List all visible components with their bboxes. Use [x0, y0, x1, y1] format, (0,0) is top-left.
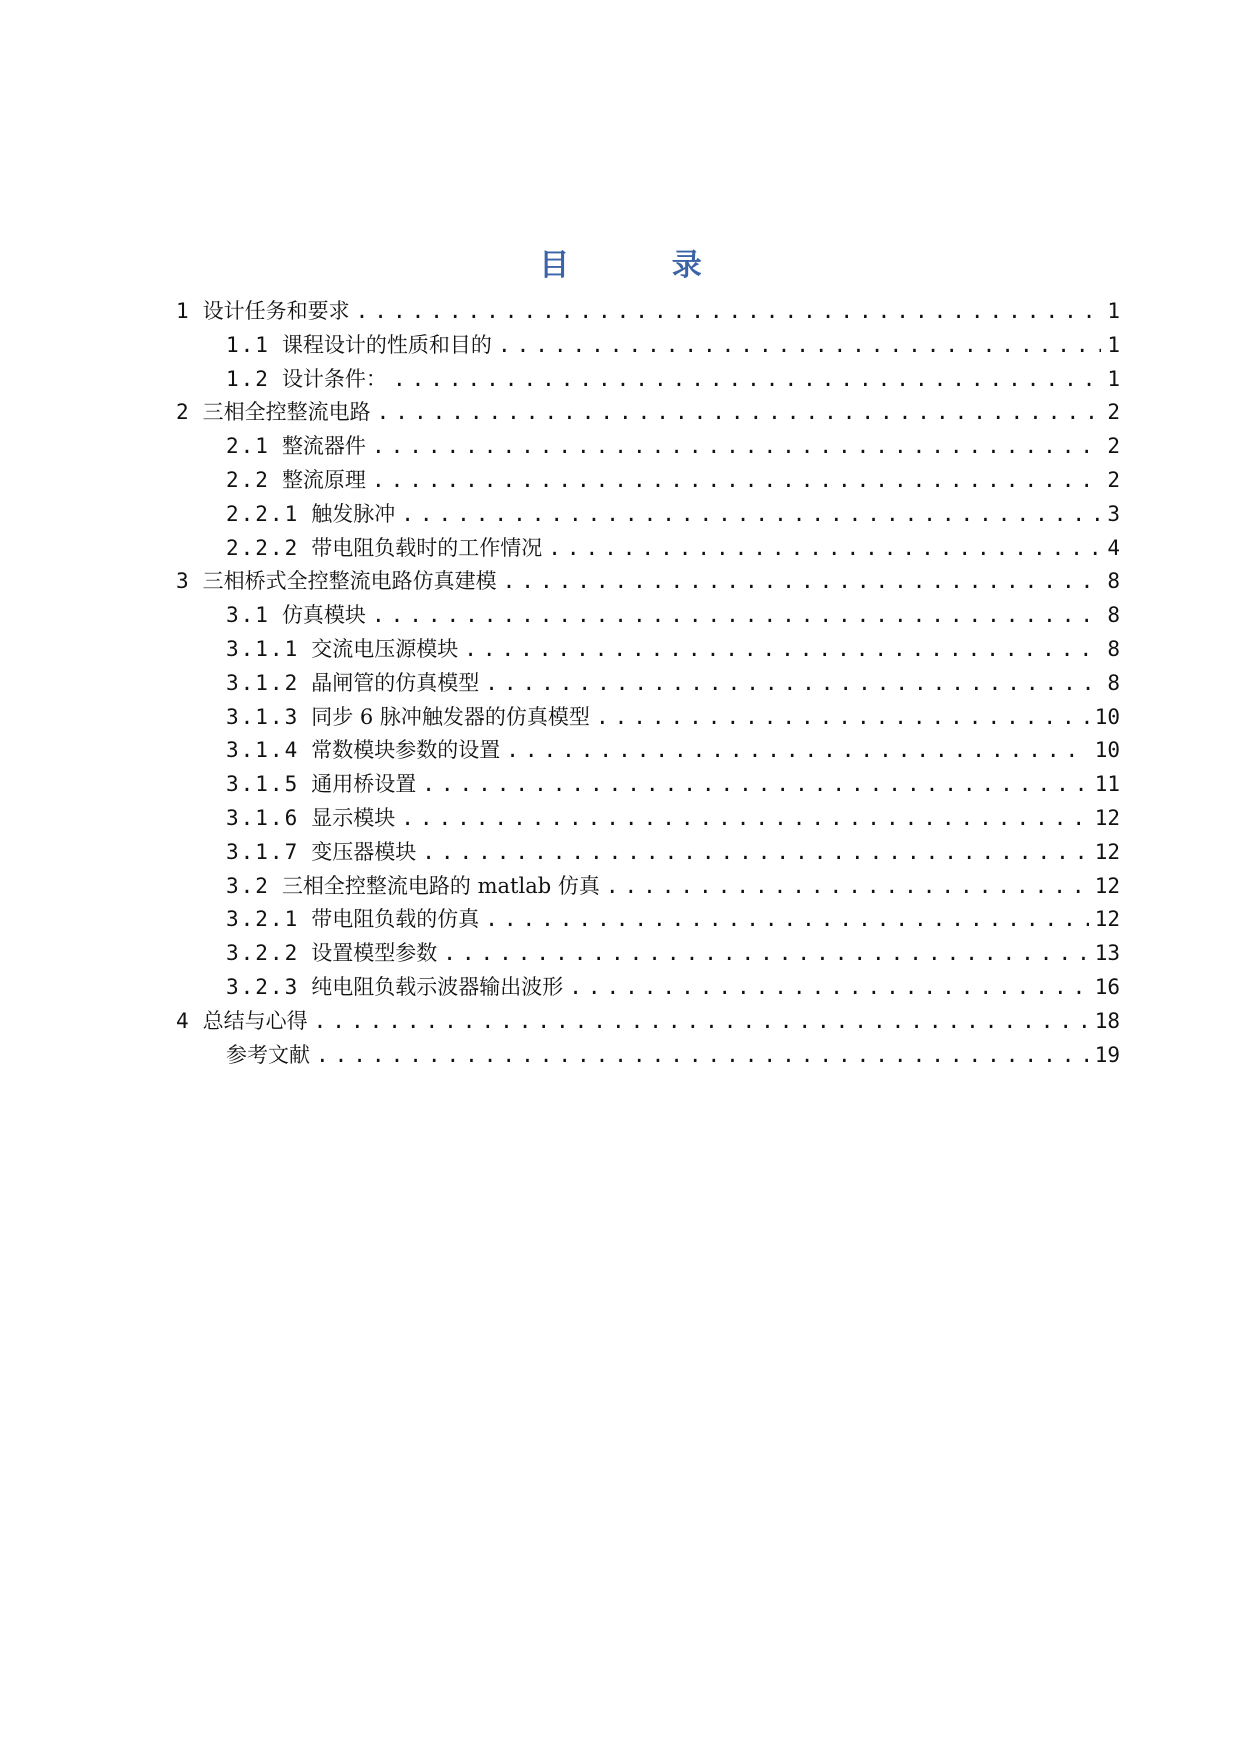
toc-entry-number: 3.2.2 — [226, 941, 300, 966]
toc-entry[interactable] — [176, 565, 1120, 599]
toc-entry[interactable] — [176, 701, 1120, 735]
toc-entry-page-number: 10 — [1094, 738, 1120, 763]
dot-leader — [464, 637, 1101, 661]
dot-leader — [401, 502, 1101, 526]
toc-entry-page-number: 4 — [1107, 535, 1120, 560]
toc-entry-label: 仿真模块 — [281, 603, 366, 628]
dot-leader — [356, 299, 1102, 323]
toc-entry[interactable] — [176, 734, 1120, 768]
dot-leader — [422, 772, 1088, 796]
toc-entry-number: 1.1 — [226, 332, 270, 357]
toc-entry[interactable] — [176, 971, 1120, 1005]
toc-title: 目 录 — [539, 248, 748, 283]
dot-leader — [377, 400, 1102, 424]
dot-leader — [569, 975, 1088, 999]
dot-leader — [443, 941, 1088, 965]
toc-entry-label: 带电阻负载时的工作情况 — [311, 535, 543, 560]
toc-entry[interactable] — [176, 329, 1120, 363]
toc-entry[interactable] — [176, 498, 1120, 532]
dot-leader — [401, 806, 1088, 830]
toc-entry-number: 3.1.2 — [226, 670, 300, 695]
toc-entry-page-number: 8 — [1107, 670, 1120, 695]
toc-entry-page-number: 8 — [1107, 603, 1120, 628]
toc-entry[interactable] — [176, 633, 1120, 667]
dot-leader — [485, 671, 1101, 695]
toc-entry-label: 纯电阻负载示波器输出波形 — [311, 974, 564, 999]
table-of-contents — [176, 295, 1120, 1072]
dot-leader — [314, 1009, 1089, 1033]
toc-entry-number: 3.1.7 — [226, 839, 300, 864]
toc-entry[interactable] — [176, 363, 1120, 397]
toc-entry-label: 三相全控整流电路 — [202, 400, 371, 425]
toc-entry[interactable] — [176, 599, 1120, 633]
toc-entry-number: 2.2 — [226, 467, 270, 492]
toc-entry-label: 触发脉冲 — [311, 501, 396, 526]
dot-leader — [498, 333, 1101, 357]
toc-entry-page-number: 19 — [1094, 1042, 1120, 1067]
toc-entry-number: 2.2.1 — [226, 501, 300, 526]
toc-entry[interactable] — [176, 1039, 1120, 1073]
toc-entry[interactable] — [176, 430, 1120, 464]
toc-entry-number: 3.2 — [226, 873, 270, 898]
dot-leader — [422, 840, 1088, 864]
toc-entry-label: 设计条件： — [281, 366, 387, 391]
toc-entry-page-number: 1 — [1107, 299, 1120, 323]
toc-entry-number: 2 — [176, 400, 191, 425]
toc-entry-number: 4 — [176, 1008, 191, 1033]
toc-entry-number: 2.2.2 — [226, 535, 300, 560]
toc-entry-label: 变压器模块 — [311, 839, 417, 864]
toc-entry-label: 课程设计的性质和目的 — [281, 332, 492, 357]
toc-entry-page-number: 8 — [1107, 569, 1120, 594]
toc-entry-page-number: 12 — [1094, 805, 1120, 830]
toc-entry[interactable] — [176, 870, 1120, 904]
dot-leader — [316, 1043, 1089, 1067]
toc-entry-label: 通用桥设置 — [311, 772, 417, 797]
dot-leader — [606, 874, 1089, 898]
toc-entry-number: 3.1.3 — [226, 704, 300, 729]
dot-leader — [503, 569, 1102, 593]
toc-entry[interactable] — [176, 464, 1120, 498]
toc-entry-label: 三相全控整流电路的 matlab 仿真 — [281, 873, 600, 898]
dot-leader — [596, 705, 1089, 729]
toc-entry-page-number: 8 — [1107, 636, 1120, 661]
dot-leader — [506, 738, 1088, 762]
toc-entry-label: 总结与心得 — [202, 1008, 308, 1033]
toc-entry-label: 参考文献 — [226, 1042, 310, 1067]
toc-entry[interactable] — [176, 802, 1120, 836]
toc-entry-page-number: 12 — [1094, 873, 1120, 898]
toc-entry-page-number: 2 — [1107, 400, 1120, 425]
toc-entry[interactable] — [176, 396, 1120, 430]
toc-entry[interactable] — [176, 836, 1120, 870]
dot-leader — [372, 603, 1101, 627]
toc-entry-page-number: 16 — [1094, 974, 1120, 999]
toc-entry[interactable] — [176, 1005, 1120, 1039]
toc-entry-page-number: 1 — [1107, 332, 1120, 357]
toc-entry-label: 交流电压源模块 — [311, 636, 459, 661]
toc-entry[interactable] — [176, 768, 1120, 802]
toc-entry-page-number: 11 — [1094, 772, 1120, 797]
toc-entry-number: 3.2.3 — [226, 974, 300, 999]
dot-leader — [548, 536, 1101, 560]
toc-entry-number: 3.1.1 — [226, 636, 300, 661]
toc-entry[interactable] — [176, 532, 1120, 566]
toc-entry-number: 1.2 — [226, 366, 270, 391]
toc-entry-label: 整流原理 — [281, 467, 366, 492]
toc-entry-page-number: 12 — [1094, 907, 1120, 932]
toc-entry-page-number: 10 — [1094, 704, 1120, 729]
toc-entry-number: 3.1.5 — [226, 772, 300, 797]
toc-entry-label: 设置模型参数 — [311, 941, 438, 966]
toc-entry-page-number: 13 — [1094, 941, 1120, 966]
toc-entry-label: 三相桥式全控整流电路仿真建模 — [202, 569, 497, 594]
toc-entry-page-number: 3 — [1107, 501, 1120, 526]
dot-leader — [393, 367, 1101, 391]
toc-entry-number: 1 — [176, 299, 191, 323]
toc-entry-page-number: 12 — [1094, 839, 1120, 864]
dot-leader — [372, 434, 1101, 458]
dot-leader — [372, 468, 1101, 492]
toc-entry-number: 3.1 — [226, 603, 270, 628]
toc-entry[interactable] — [176, 937, 1120, 971]
toc-entry-number: 3.1.6 — [226, 805, 300, 830]
toc-entry-label: 显示模块 — [311, 805, 396, 830]
toc-entry-number: 2.1 — [226, 434, 270, 459]
toc-entry-label: 常数模块参数的设置 — [311, 738, 501, 763]
toc-entry-page-number: 2 — [1107, 434, 1120, 459]
toc-entry-label: 带电阻负载的仿真 — [311, 907, 480, 932]
toc-entry-label: 整流器件 — [281, 434, 366, 459]
toc-entry-number: 3.1.4 — [226, 738, 300, 763]
toc-entry-label: 同步 6 脉冲触发器的仿真模型 — [311, 704, 590, 729]
toc-entry-page-number: 1 — [1107, 366, 1120, 391]
toc-entry[interactable] — [176, 295, 1120, 329]
toc-entry-page-number: 2 — [1107, 467, 1120, 492]
toc-entry[interactable] — [176, 667, 1120, 701]
toc-entry-label: 晶闸管的仿真模型 — [311, 670, 480, 695]
toc-entry-page-number: 18 — [1094, 1008, 1120, 1033]
toc-entry-number: 3.2.1 — [226, 907, 300, 932]
toc-entry-number: 3 — [176, 569, 191, 594]
toc-entry-label: 设计任务和要求 — [202, 299, 350, 323]
dot-leader — [485, 907, 1088, 931]
toc-entry[interactable] — [176, 903, 1120, 937]
